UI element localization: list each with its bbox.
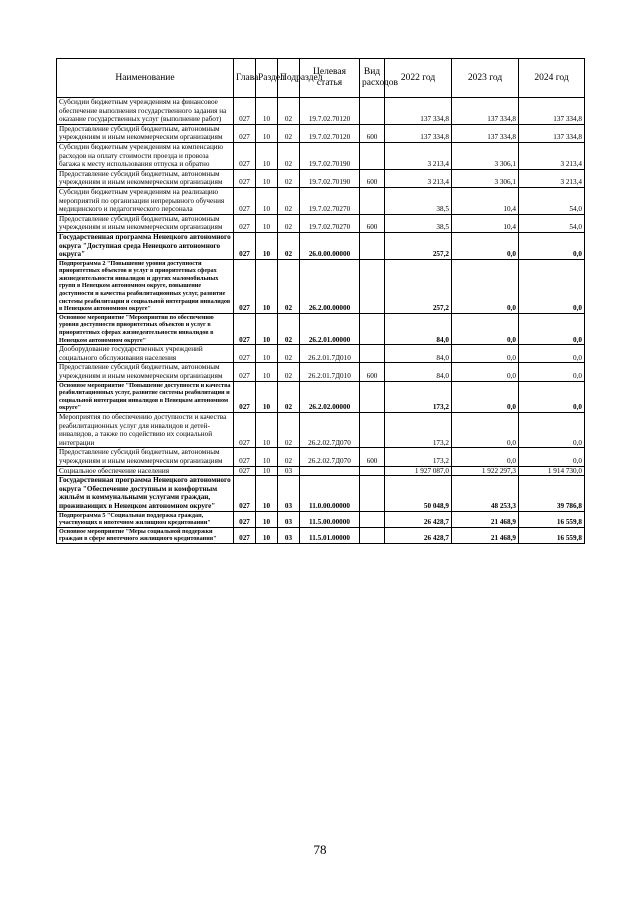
row-expense-type: 600 — [360, 169, 385, 187]
table-row — [57, 381, 585, 412]
row-chapter: 027 — [234, 476, 256, 511]
row-name: Государственная программа Ненецкого автономного округа "Доступная среда Ненецкого автономного округа" — [57, 232, 234, 259]
table-row — [57, 476, 585, 511]
row-chapter: 027 — [234, 232, 256, 259]
row-target: 26.2.01.7Д010 — [300, 345, 360, 363]
row-chapter: 027 — [234, 448, 256, 466]
header-year-2023: 2023 год — [452, 59, 519, 98]
row-section: 10 — [256, 98, 278, 125]
row-value-2024: 1 914 730,0 — [519, 466, 585, 476]
header-chapter: Глава — [234, 59, 256, 98]
row-expense-type — [360, 313, 385, 344]
row-expense-type — [360, 187, 385, 214]
row-chapter: 027 — [234, 214, 256, 232]
row-value-2024: 0,0 — [519, 381, 585, 412]
row-subsection: 02 — [278, 313, 300, 344]
header-year-2022: 2022 год — [385, 59, 452, 98]
row-value-2024: 3 213,4 — [519, 142, 585, 169]
row-subsection: 02 — [278, 142, 300, 169]
row-subsection: 02 — [278, 187, 300, 214]
row-expense-type — [360, 98, 385, 125]
row-value-2022: 173,2 — [385, 381, 452, 412]
row-name: Предоставление субсидий бюджетным, автономным учреждениям и иным некоммерческим организациям — [57, 169, 234, 187]
row-chapter: 027 — [234, 466, 256, 476]
row-section: 10 — [256, 259, 278, 313]
row-chapter: 027 — [234, 363, 256, 381]
table-row — [57, 169, 585, 187]
row-target: 19.7.02.70190 — [300, 142, 360, 169]
row-section: 10 — [256, 214, 278, 232]
row-name: Государственная программа Ненецкого автономного округа "Обеспечение доступным и комфортным жильём и коммунальными услугами граждан, проживающих в Ненецком автономном округе" — [57, 476, 234, 511]
row-subsection: 02 — [278, 381, 300, 412]
header-target: Целевая статья — [300, 59, 360, 98]
table-row — [57, 448, 585, 466]
row-expense-type — [360, 381, 385, 412]
row-value-2022: 84,0 — [385, 363, 452, 381]
row-section: 10 — [256, 345, 278, 363]
row-value-2024: 54,0 — [519, 214, 585, 232]
row-name: Субсидии бюджетным учреждениям на компенсацию расходов на оплату стоимости проезда и провоза багажа к месту использования отпуска и обратно — [57, 142, 234, 169]
row-value-2022: 50 048,9 — [385, 476, 452, 511]
row-section: 10 — [256, 466, 278, 476]
row-section: 10 — [256, 187, 278, 214]
row-name: Подпрограмма 5 "Социальная поддержка граждан, участвующих в ипотечном жилищном кредитовании" — [57, 511, 234, 527]
row-value-2023: 21 468,9 — [452, 511, 519, 527]
row-section: 10 — [256, 412, 278, 447]
row-value-2022: 173,2 — [385, 412, 452, 447]
row-subsection: 02 — [278, 98, 300, 125]
row-value-2022: 173,2 — [385, 448, 452, 466]
header-name: Наименование — [57, 59, 234, 98]
row-subsection: 02 — [278, 124, 300, 142]
row-value-2023: 48 253,3 — [452, 476, 519, 511]
row-value-2022: 257,2 — [385, 259, 452, 313]
row-target: 19.7.02.70190 — [300, 169, 360, 187]
row-name: Предоставление субсидий бюджетным, автономным учреждениям и иным некоммерческим организациям — [57, 448, 234, 466]
row-value-2024: 54,0 — [519, 187, 585, 214]
row-name: Социальное обеспечение населения — [57, 466, 234, 476]
row-value-2023: 0,0 — [452, 381, 519, 412]
row-subsection: 03 — [278, 476, 300, 511]
row-section: 10 — [256, 124, 278, 142]
table-row — [57, 527, 585, 543]
table-row — [57, 142, 585, 169]
budget-table — [56, 58, 585, 544]
row-value-2022: 26 428,7 — [385, 527, 452, 543]
row-section: 10 — [256, 527, 278, 543]
row-value-2022: 257,2 — [385, 232, 452, 259]
row-name: Предоставление субсидий бюджетным, автономным учреждениям и иным некоммерческим организациям — [57, 214, 234, 232]
row-name: Предоставление субсидий бюджетным, автономным учреждениям и иным некоммерческим организациям — [57, 124, 234, 142]
row-value-2022: 1 927 087,0 — [385, 466, 452, 476]
row-value-2023: 1 922 297,3 — [452, 466, 519, 476]
row-value-2022: 3 213,4 — [385, 169, 452, 187]
row-target: 26.2.01.7Д010 — [300, 363, 360, 381]
table-row — [57, 214, 585, 232]
row-value-2024: 16 559,8 — [519, 511, 585, 527]
row-section: 10 — [256, 169, 278, 187]
table-row — [57, 313, 585, 344]
row-value-2023: 0,0 — [452, 412, 519, 447]
row-value-2022: 38,5 — [385, 187, 452, 214]
row-subsection: 02 — [278, 169, 300, 187]
row-expense-type: 600 — [360, 214, 385, 232]
row-chapter: 027 — [234, 98, 256, 125]
row-chapter: 027 — [234, 124, 256, 142]
row-value-2024: 0,0 — [519, 345, 585, 363]
row-value-2023: 137 334,8 — [452, 124, 519, 142]
row-value-2024: 0,0 — [519, 313, 585, 344]
row-expense-type — [360, 232, 385, 259]
row-value-2024: 0,0 — [519, 363, 585, 381]
row-expense-type — [360, 142, 385, 169]
row-section: 10 — [256, 232, 278, 259]
row-value-2024: 0,0 — [519, 259, 585, 313]
table-row — [57, 259, 585, 313]
row-name: Мероприятия по обеспечению доступности и качества реабилитационных услуг для инвалидов и детей-инвалидов, а также по содействию их социальной интеграции — [57, 412, 234, 447]
row-chapter: 027 — [234, 412, 256, 447]
table-row — [57, 345, 585, 363]
row-subsection: 02 — [278, 345, 300, 363]
table-header-row — [57, 59, 585, 98]
row-subsection: 03 — [278, 511, 300, 527]
row-value-2024: 0,0 — [519, 448, 585, 466]
row-value-2024: 137 334,8 — [519, 98, 585, 125]
row-value-2023: 0,0 — [452, 345, 519, 363]
row-subsection: 03 — [278, 466, 300, 476]
row-value-2023: 21 468,9 — [452, 527, 519, 543]
row-section: 10 — [256, 142, 278, 169]
table-row — [57, 98, 585, 125]
row-value-2023: 3 306,1 — [452, 169, 519, 187]
row-chapter: 027 — [234, 259, 256, 313]
row-value-2022: 38,5 — [385, 214, 452, 232]
row-value-2024: 0,0 — [519, 412, 585, 447]
row-target: 19.7.02.70120 — [300, 124, 360, 142]
row-chapter: 027 — [234, 313, 256, 344]
row-target: 11.5.01.00000 — [300, 527, 360, 543]
row-value-2024: 137 334,8 — [519, 124, 585, 142]
row-section: 10 — [256, 363, 278, 381]
row-value-2023: 10,4 — [452, 187, 519, 214]
row-chapter: 027 — [234, 345, 256, 363]
row-chapter: 027 — [234, 169, 256, 187]
row-name: Дооборудование государственных учреждений социального обслуживания населения — [57, 345, 234, 363]
row-expense-type — [360, 345, 385, 363]
row-expense-type — [360, 476, 385, 511]
row-value-2024: 3 213,4 — [519, 169, 585, 187]
row-expense-type: 600 — [360, 124, 385, 142]
row-value-2023: 0,0 — [452, 259, 519, 313]
row-expense-type — [360, 527, 385, 543]
row-target: 11.0.00.00000 — [300, 476, 360, 511]
header-subsection: Подраздел — [278, 59, 300, 98]
row-value-2024: 0,0 — [519, 232, 585, 259]
row-subsection: 02 — [278, 448, 300, 466]
row-value-2024: 39 786,8 — [519, 476, 585, 511]
table-row — [57, 511, 585, 527]
table-body — [57, 98, 585, 544]
row-value-2022: 137 334,8 — [385, 98, 452, 125]
row-section: 10 — [256, 313, 278, 344]
header-section: Раздел — [256, 59, 278, 98]
row-chapter: 027 — [234, 511, 256, 527]
row-target — [300, 466, 360, 476]
row-target: 19.7.02.70270 — [300, 214, 360, 232]
row-expense-type — [360, 259, 385, 313]
row-target: 26.2.02.7Д070 — [300, 412, 360, 447]
row-subsection: 02 — [278, 214, 300, 232]
row-target: 26.0.00.00000 — [300, 232, 360, 259]
row-chapter: 027 — [234, 381, 256, 412]
row-target: 19.7.02.70120 — [300, 98, 360, 125]
row-target: 11.5.00.00000 — [300, 511, 360, 527]
row-target: 19.7.02.70270 — [300, 187, 360, 214]
row-value-2022: 84,0 — [385, 345, 452, 363]
row-subsection: 02 — [278, 259, 300, 313]
row-chapter: 027 — [234, 142, 256, 169]
row-section: 10 — [256, 476, 278, 511]
header-expense-type: Вид расходов — [360, 59, 385, 98]
row-expense-type — [360, 412, 385, 447]
row-value-2022: 3 213,4 — [385, 142, 452, 169]
row-name: Субсидии бюджетным учреждениям на финансовое обеспечение выполнения государственного задания на оказание государственных услуг (выполнение работ) — [57, 98, 234, 125]
row-name: Подпрограмма 2 "Повышение уровня доступности приоритетных объектов и услуг в приоритетных сферах жизнедеятельности инвалидов и других маломобильных групп в Ненецком автономном округе, повышение доступности и качества реабилитационных услуг, развитие системы реабилитации и социальной интеграции инвалидов в Ненецком автономном округе" — [57, 259, 234, 313]
row-section: 10 — [256, 381, 278, 412]
table-row — [57, 363, 585, 381]
table-row — [57, 124, 585, 142]
row-value-2022: 84,0 — [385, 313, 452, 344]
row-name: Основное мероприятие "Повышение доступности и качества реабилитационных услуг, развитие системы реабилитации и социальной интеграции инвалидов в Ненецком автономном округе" — [57, 381, 234, 412]
row-section: 10 — [256, 448, 278, 466]
row-value-2022: 137 334,8 — [385, 124, 452, 142]
table-row — [57, 232, 585, 259]
table-row — [57, 412, 585, 447]
row-name: Субсидии бюджетным учреждениям на реализацию мероприятий по организации непрерывного обучения медицинского и педагогического персонала — [57, 187, 234, 214]
row-subsection: 02 — [278, 363, 300, 381]
row-name: Основное мероприятие "Мероприятия по обеспечению уровня доступности приоритетных объектов и услуг в приоритетных сферах жизнедеятельности инвалидов в Ненецком автономном округе" — [57, 313, 234, 344]
row-target: 26.2.02.00000 — [300, 381, 360, 412]
row-value-2023: 0,0 — [452, 232, 519, 259]
row-subsection: 02 — [278, 412, 300, 447]
row-name: Основное мероприятие "Меры социальной поддержки граждан в сфере ипотечного жилищного кредитования" — [57, 527, 234, 543]
row-value-2023: 10,4 — [452, 214, 519, 232]
row-value-2023: 3 306,1 — [452, 142, 519, 169]
row-subsection: 03 — [278, 527, 300, 543]
row-expense-type — [360, 511, 385, 527]
row-expense-type: 600 — [360, 448, 385, 466]
row-target: 26.2.00.00000 — [300, 259, 360, 313]
row-subsection: 02 — [278, 232, 300, 259]
row-chapter: 027 — [234, 527, 256, 543]
row-value-2023: 0,0 — [452, 363, 519, 381]
page-number: 78 — [313, 842, 327, 857]
table-row — [57, 187, 585, 214]
row-expense-type: 600 — [360, 363, 385, 381]
row-target: 26.2.02.7Д070 — [300, 448, 360, 466]
row-name: Предоставление субсидий бюджетным, автономным учреждениям и иным некоммерческим организациям — [57, 363, 234, 381]
header-year-2024: 2024 год — [519, 59, 585, 98]
table-row — [57, 466, 585, 476]
row-value-2022: 26 428,7 — [385, 511, 452, 527]
row-chapter: 027 — [234, 187, 256, 214]
row-section: 10 — [256, 511, 278, 527]
row-value-2023: 0,0 — [452, 313, 519, 344]
row-value-2023: 0,0 — [452, 448, 519, 466]
row-target: 26.2.01.00000 — [300, 313, 360, 344]
row-value-2023: 137 334,8 — [452, 98, 519, 125]
row-expense-type — [360, 466, 385, 476]
row-value-2024: 16 559,8 — [519, 527, 585, 543]
